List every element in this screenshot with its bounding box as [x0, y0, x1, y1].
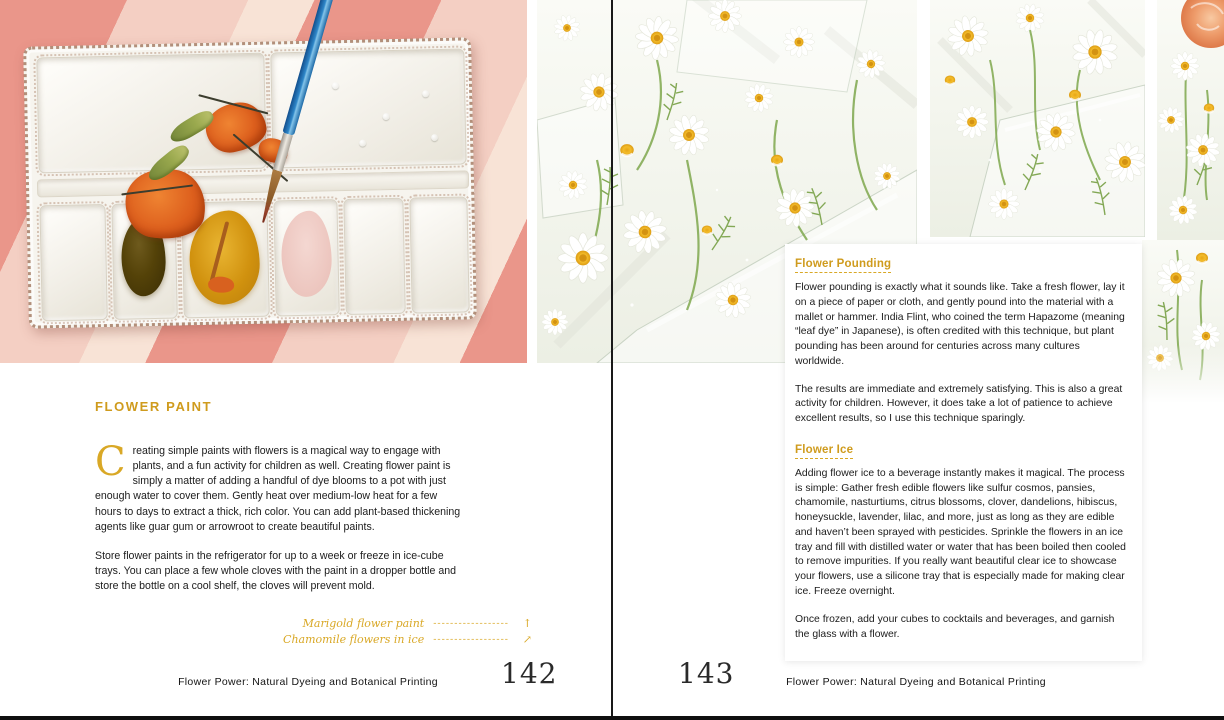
running-footer-left: Flower Power: Natural Dyeing and Botanical Printing: [178, 676, 438, 688]
palette-well: [343, 198, 405, 315]
water-droplet: [332, 82, 339, 89]
running-footer-right: Flower Power: Natural Dyeing and Botanical Printing: [786, 676, 1046, 688]
paragraph: [95, 439, 461, 535]
caption-label: Chamomile flowers in ice: [283, 633, 425, 646]
paragraph: Adding flower ice to a beverage instantly makes it magical. The process is simple: Gather fresh edible flowers like sulfur cosmos, pansies, chamomile, nasturtiums, citrus blossoms, clover, dandelions, hibiscus, honeysuckle, lavender, lilac, and more, just as long as they are edible and haven’t been sprayed with pesticides. Sprinkle the flowers in an ice tray and fill with distilled water or water that has been boiled then cooled to remove impurities. If you really want beautiful clear ice to showcase your flowers, use a silicone tray that is especially made for making clear ice. Freeze overnight.: [795, 467, 1126, 598]
marigold-petals: [208, 276, 234, 293]
chamomile-ice-photo-right-strip-top: [1157, 0, 1224, 240]
photo-captions: [100, 616, 532, 648]
dropcap-letter: C: [95, 439, 126, 485]
paragraph-text: reating simple paints with flowers is a magical way to engage with plants, and a fun activity for children as well. Creating flower paint is simply a matter of adding a handful of dye blooms to a pot with just enough water to cover them. Gently heat over medium-low heat for a few hours to days to extract a thick, rich color. You can add plant-based thickening agents like guar gum or arrowroot to create beautiful paints.: [95, 445, 461, 533]
caption-leader-dashes: ------------------: [433, 634, 509, 645]
section-title: FLOWER PAINT: [95, 399, 213, 414]
heading-flower-ice: Flower Ice: [795, 444, 853, 459]
paint-palette: [23, 37, 477, 328]
paragraph: Flower pounding is exactly what it sounds like. Take a fresh flower, lay it on a piece of paper or cloth, and gently pound into the material with a mallet or hammer. India Flint, who coined the term Hapazome (meaning “leaf dye” in Japanese), is often credited with this technique, but plant pounding has been around for centuries across many cultures worldwide.: [795, 282, 1125, 367]
page-number-left: 142: [501, 657, 558, 690]
text-panel: [785, 244, 1142, 661]
marigold-palette-photo: [0, 0, 527, 363]
palette-well-pink-paint: [273, 199, 339, 316]
left-body-copy: [95, 439, 461, 608]
caption-marigold: [100, 616, 532, 632]
page-number-right: 143: [678, 657, 735, 690]
chamomile-ice-photo-right-strip-bottom: [1142, 240, 1224, 403]
water-droplet: [422, 90, 429, 97]
heading-flower-pounding: Flower Pounding: [795, 258, 891, 273]
chamomile-ice-illustration: [930, 0, 1145, 237]
bottom-rule: [0, 716, 1224, 720]
chamomile-ice-illustration: [1142, 240, 1224, 403]
page-fold-line: [611, 0, 613, 720]
palette-well: [39, 204, 107, 321]
palette-ridge: [37, 170, 469, 197]
water-droplet: [383, 113, 390, 120]
caption-chamomile: [100, 632, 532, 648]
pink-paint-pool: [281, 210, 333, 297]
paragraph: The results are immediate and extremely satisfying. This is also a great activity for children. However, it does take a lot of patience to achieve excellent results, so I use this technique sparingly.: [795, 383, 1123, 425]
paragraph: Once frozen, add your cubes to cocktails and beverages, and garnish the glass with a flower.: [795, 613, 1115, 640]
caption-label: Marigold flower paint: [302, 617, 425, 630]
arrow-up-icon: ↑: [522, 617, 532, 630]
paragraph: Store flower paints in the refrigerator for up to a week or freeze in ice-cube trays. You can place a few whole cloves with the paint in a dropper bottle and store the bottle on a cool shelf, the cloves will prevent mold.: [95, 549, 457, 593]
water-droplet: [359, 140, 366, 147]
water-droplet: [431, 134, 438, 141]
palette-well: [409, 196, 469, 313]
chamomile-ice-photo-secondary: [930, 0, 1145, 237]
arrow-up-right-icon: ↗: [522, 633, 532, 646]
caption-leader-dashes: ------------------: [433, 618, 509, 629]
chamomile-ice-illustration: [1157, 0, 1224, 240]
